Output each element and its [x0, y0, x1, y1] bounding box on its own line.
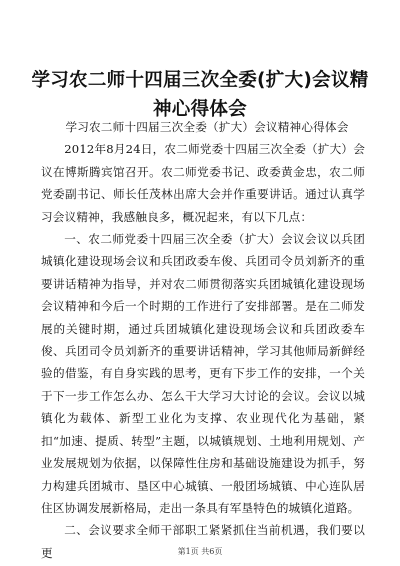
document-title: 学习农二师十四届三次全委(扩大)会议精神心得体会 [31, 70, 369, 120]
page-footer: 第1页 共6页 [177, 547, 223, 556]
paragraph: 一、农二师党委十四届三次全委（扩大）会议会议以兵团城镇化建设现场会议和兵团政委车俊、兵团司令员刘新齐的重要讲话精神为指导，并对农二师贯彻落实兵团城镇化建设现场会议精神和今后一个时期的工作进行了安排部署。是在二师发展的关键时期，通过兵团城镇化建设现场会议和兵团政委车俊、兵团司令员刘新齐的重要讲话精神，学习其他师局新鲜经验的借鉴，有自身实践的思考，更有下步工作的安排，一个关于下一步工作怎么办、怎么干大学习大讨论的会议。会议以城镇化为载体、新型工业化为支撑、农业现代化为基础，紧扣“加速、提质、转型”主题，以城镇规划、土地利用规划、产业发展规划为依据，以保障性住房和基础设施建设为抓手，努力构建兵团城市、垦区中心城镇、一般团场城镇、中心连队居住区协调发展新格局，走出一条具有军垦特色的城镇化道路。 [41, 232, 365, 515]
document-body [41, 116, 365, 564]
paragraph: 2012年8月24日，农二师党委十四届三次全委（扩大）会议在博斯腾宾馆召开。农二师党委书记、政委黄金忠，农二师党委副书记、师长任茂林出席大会并作重要讲话。通过认真学习会议精神，我感触良多，概况起来，有以下几点： [41, 142, 365, 224]
paragraph: 二、会议要求全师干部职工紧紧抓住当前机遇，我们要以更 [41, 523, 365, 560]
document-subtitle: 学习农二师十四届三次全委（扩大）会议精神心得体会 [65, 120, 349, 134]
